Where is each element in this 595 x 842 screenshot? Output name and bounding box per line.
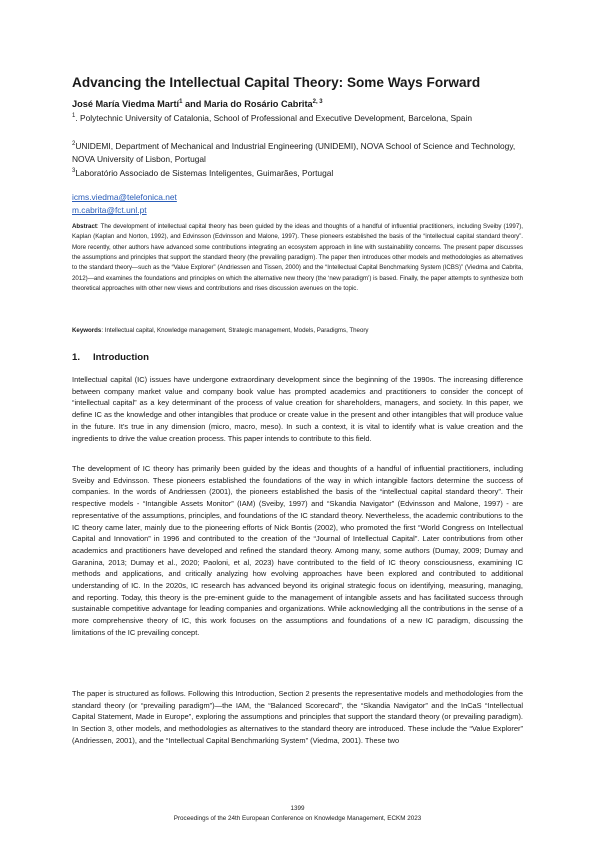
keywords-text: : Intellectual capital, Knowledge management, Strategic management, Models, Paradigms, Theory — [101, 327, 369, 334]
email-link[interactable]: m.cabrita@fct.unl.pt — [72, 205, 147, 215]
paper-title: Advancing the Intellectual Capital Theory: Some Ways Forward — [72, 75, 481, 90]
email-link[interactable]: icms.viedma@telefonica.net — [72, 192, 177, 202]
keywords-label: Keywords — [72, 327, 102, 334]
affiliation — [72, 167, 523, 180]
section-title: Introduction — [93, 352, 149, 363]
abstract-text: : The development of intellectual capital theory has been guided by the ideas and thoughts of a handful of influential practitioners, including Sveiby (1997), Kaplan (Kaplan and Norton, 1992), and Edvinsson (Edvinsson and Malone, 1997). These pioneers established the basis of the “intellectual capital standard theory”. More recently, other authors have advanced some contributions integrating an ecosystem approach in line with sustainability concerns. The present paper discusses the assumptions and principles that support the standard theory (the prevailing paradigm). The paper then introduces other models and methodologies as alternatives to the standard theory—such as the “Value Explorer” (Andriessen and Tissen, 2000) and the “Intellectual Capital Benchmarking System (ICBS)” (Viedma and Cabrita, 2012)—and examines the foundations and principles on which the alternative new theory (the ‘new paradigm’) is based. Finally, the paper attempts to synthesize both theoretical approaches with other new views and contributions and rises discussion avenues on the topic. — [72, 223, 523, 293]
body-paragraph: The paper is structured as follows. Following this Introduction, Section 2 presents the representative models and methodologies from the standard theory (or “prevailing paradigm”)—the IAM, the “Balanced Scorecard”, the “Skandia Navigator” and the InCaS “Intellectual Capital Statement, Made in Europe”, exploring the assumptions and principles that support the standard theory (or prevailing paradigm). In Section 3, other models, and methodologies as alternatives to the standard theory are introduced. These include the “Value Explorer” (Andriessen, 2001), and the “Intellectual Capital Benchmarking System” (Viedma, 2001). These two — [72, 689, 523, 745]
affiliation-mark: 2 — [72, 141, 76, 148]
affiliation-text: UNIDEMI, Department of Mechanical and Industrial Engineering (UNIDEMI), NOVA School of Science and Technology, NOVA University of Lisbon, Portugal — [72, 141, 516, 164]
affiliation — [72, 140, 523, 165]
abstract — [72, 222, 523, 294]
page-number: 1399 — [290, 805, 305, 812]
section-heading — [72, 352, 149, 363]
body-paragraph: The development of IC theory has primarily been guided by the ideas and thoughts of a handful of influential practitioners, including Sveiby and Edvinsson. These pioneers established the foundations of the way in which intangible factors determine the success of companies. In the words of Andriessen (2001), the pioneers established the basis of the “intellectual capital standard theory”. Their respective models - “Intangible Assets Monitor” (IAM) (Sveiby, 1997) and “Skandia Navigator” (Edvinsson and Malone, 1997) - are representative of the assumptions, principles, and foundations of the IC standard theory. Nevertheless, the academic contributions to the IC theory came later, mainly due to the pioneering efforts of Nick Bontis (2002), who promoted the first “World Congress on Intellectual Capital and Innovation” in 1996 and contributed to the creation of the “Journal of Intellectual Capital”. Later contributions from other academics and practitioners have developed and refined the standard theory. Among many, some authors (Dumay, 2009; Dumay and Garanina, 2013; Dumay et al., 2020; Paoloni, et al, 2023) have contributed to the field of IC theory consciousness, examining IC methods and applications, and critically analyzing how evolving approaches have been explored and contributed to additional understanding of IC. In the 2020s, IC research has advanced beyond its original strategic focus on identifying, measuring, managing, and reporting. Today, this theory is the pre-eminent guide to the management of intangible assets and has facilitated success through sustainable competitive advantage for leading companies and organizations. While acknowledging all the contributions in the sense of a more comprehensive theory of IC, this work focuses on the assumptions and foundations of a new IC paradigm, discussing the limitations of the IC prevailing concept. — [72, 464, 523, 637]
author-line — [72, 99, 323, 109]
keywords — [72, 326, 523, 335]
proceedings-footer: Proceedings of the 24th European Conference on Knowledge Management, ECKM 2023 — [173, 815, 422, 822]
author-affiliation-mark: 1 — [179, 98, 183, 105]
body-paragraph: Intellectual capital (IC) issues have undergone extraordinary development since the beginning of the 1990s. The increasing difference between company market value and company book value has prompted academics and practitioners to consider the concept of “intellectual capital” as a key determinant of the process of value creation for shareholders, managers, and society. In this paper, we define IC as the knowledge and other intangibles that produce or create value in the present and other intangibles that will produce value in the future. It’s true in any dimension (micro, macro, meso). In such a context, it is vital to identify what is value creation and the ingredients to drive the value creation process. This paper intends to contribute to this field. — [72, 375, 523, 443]
abstract-label: Abstract — [72, 223, 97, 230]
author-affiliation-mark: 2, 3 — [312, 98, 323, 105]
affiliation-mark: 3 — [72, 168, 76, 175]
affiliation-text: . Polytechnic University of Catalonia, School of Professional and Executive Development, Barcelona, Spain — [75, 113, 472, 123]
affiliation — [72, 112, 523, 125]
author-name: José María Viedma Martí — [72, 99, 180, 109]
section-number: 1. — [72, 352, 81, 363]
affiliation-text: Laboratório Associado de Sistemas Inteligentes, Guimarães, Portugal — [75, 168, 334, 178]
author-name: Maria do Rosário Cabrita — [203, 99, 313, 109]
affiliation-mark: 1 — [72, 113, 76, 120]
author-conjunction: and — [182, 99, 204, 109]
